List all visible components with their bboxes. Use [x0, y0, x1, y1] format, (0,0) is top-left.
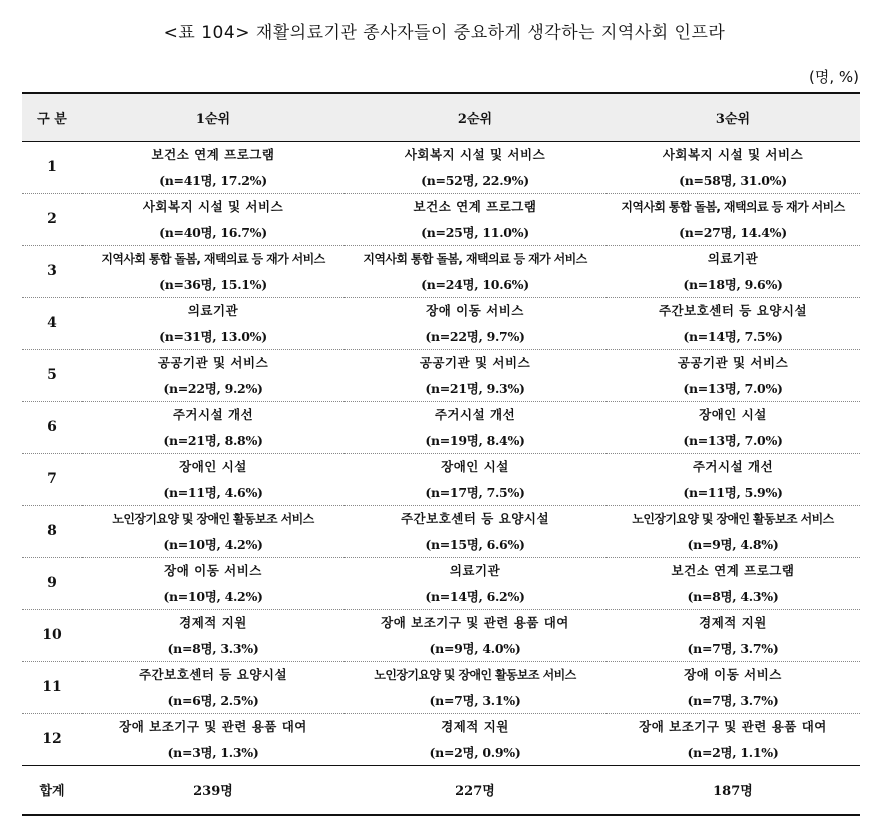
infra-stat: (n=40명, 16.7%): [82, 219, 344, 246]
infra-item: 장애 보조기구 및 관련 용품 대여: [381, 615, 569, 630]
infra-item: 의료기관: [449, 563, 501, 578]
infra-item: 주거시설 개선: [434, 407, 516, 422]
row-rank: 12: [22, 713, 82, 765]
infra-stat: (n=11명, 4.6%): [82, 479, 344, 506]
infra-stat: (n=7명, 3.7%): [606, 687, 860, 714]
infra-stat: (n=58명, 31.0%): [606, 167, 860, 194]
infra-item: 주거시설 개선: [172, 407, 254, 422]
infra-stat: (n=13명, 7.0%): [606, 427, 860, 454]
infra-stat: (n=41명, 17.2%): [82, 167, 344, 194]
infra-stat: (n=21명, 8.8%): [82, 427, 344, 454]
table-row-stat: [22, 479, 860, 506]
table-row: [22, 245, 860, 271]
table-row: [22, 401, 860, 427]
infra-stat: (n=14명, 6.2%): [344, 583, 606, 610]
infra-stat: (n=24명, 10.6%): [344, 271, 606, 298]
infra-stat: (n=15명, 6.6%): [344, 531, 606, 558]
infra-item: 주간보호센터 등 요양시설: [138, 667, 288, 682]
header-row: [22, 93, 860, 141]
infra-stat: (n=10명, 4.2%): [82, 531, 344, 558]
infra-item: 사회복지 시설 및 서비스: [404, 147, 546, 162]
table-row-stat: [22, 687, 860, 714]
table-body: [22, 141, 860, 765]
total-label: 합계: [22, 765, 82, 815]
table-row: [22, 557, 860, 583]
infra-stat: (n=3명, 1.3%): [82, 739, 344, 766]
infra-stat: (n=14명, 7.5%): [606, 323, 860, 350]
row-rank: 5: [22, 349, 82, 401]
infra-item: 장애인 시설: [441, 459, 509, 474]
infra-stat: (n=25명, 11.0%): [344, 219, 606, 246]
table-row-stat: [22, 323, 860, 350]
infra-item: 장애 보조기구 및 관련 용품 대여: [119, 719, 307, 734]
infra-stat: (n=17명, 7.5%): [344, 479, 606, 506]
infra-stat: (n=7명, 3.7%): [606, 635, 860, 662]
row-rank: 6: [22, 401, 82, 453]
row-rank: 3: [22, 245, 82, 297]
infra-item: 노인장기요양 및 장애인 활동보조 서비스: [632, 511, 834, 526]
infra-item: 의료기관: [187, 303, 239, 318]
infra-item: 주거시설 개선: [692, 459, 774, 474]
header-rank-1: 1순위: [82, 93, 344, 141]
infra-stat: (n=7명, 3.1%): [344, 687, 606, 714]
infra-item: 공공기관 및 서비스: [157, 355, 269, 370]
row-rank: 8: [22, 505, 82, 557]
infra-stat: (n=2명, 1.1%): [606, 739, 860, 766]
row-rank: 4: [22, 297, 82, 349]
infra-item: 보건소 연계 프로그램: [671, 563, 795, 578]
table-row-stat: [22, 427, 860, 454]
row-rank: 10: [22, 609, 82, 661]
infra-stat: (n=11명, 5.9%): [606, 479, 860, 506]
table-row: [22, 713, 860, 739]
infra-stat: (n=8명, 3.3%): [82, 635, 344, 662]
total-rank-3: 187명: [606, 765, 860, 815]
infra-item: 경제적 지원: [179, 615, 247, 630]
infra-stat: (n=31명, 13.0%): [82, 323, 344, 350]
table-row: [22, 453, 860, 479]
infra-stat: (n=6명, 2.5%): [82, 687, 344, 714]
infra-item: 지역사회 통합 돌봄, 재택의료 등 재가 서비스: [101, 251, 325, 266]
table-row: [22, 297, 860, 323]
infra-item: 장애 이동 서비스: [164, 563, 262, 578]
table-row: [22, 661, 860, 687]
infra-item: 사회복지 시설 및 서비스: [662, 147, 804, 162]
table-row-stat: [22, 531, 860, 558]
ranking-table: [22, 92, 860, 816]
infra-stat: (n=8명, 4.3%): [606, 583, 860, 610]
header-rank-3: 3순위: [606, 93, 860, 141]
infra-stat: (n=10명, 4.2%): [82, 583, 344, 610]
infra-item: 장애인 시설: [179, 459, 247, 474]
row-rank: 11: [22, 661, 82, 713]
infra-item: 보건소 연계 프로그램: [413, 199, 537, 214]
unit-label: (명, %): [809, 68, 859, 86]
infra-stat: (n=27명, 14.4%): [606, 219, 860, 246]
row-rank: 9: [22, 557, 82, 609]
infra-item: 사회복지 시설 및 서비스: [142, 199, 284, 214]
table-row: [22, 349, 860, 375]
row-rank: 2: [22, 193, 82, 245]
table-row-stat: [22, 219, 860, 246]
table-row: [22, 193, 860, 219]
infra-item: 보건소 연계 프로그램: [151, 147, 275, 162]
infra-stat: (n=9명, 4.0%): [344, 635, 606, 662]
row-rank: 7: [22, 453, 82, 505]
total-rank-2: 227명: [344, 765, 606, 815]
table-title: <표 104> 재활의료기관 종사자들이 중요하게 생각하는 지역사회 인프라: [163, 23, 726, 43]
infra-stat: (n=19명, 8.4%): [344, 427, 606, 454]
infra-stat: (n=52명, 22.9%): [344, 167, 606, 194]
infra-item: 장애 이동 서비스: [426, 303, 524, 318]
infra-stat: (n=18명, 9.6%): [606, 271, 860, 298]
table-row-stat: [22, 375, 860, 402]
infra-stat: (n=36명, 15.1%): [82, 271, 344, 298]
infra-stat: (n=22명, 9.2%): [82, 375, 344, 402]
infra-stat: (n=21명, 9.3%): [344, 375, 606, 402]
infra-item: 주간보호센터 등 요양시설: [400, 511, 550, 526]
infra-item: 경제적 지원: [699, 615, 767, 630]
infra-item: 장애 보조기구 및 관련 용품 대여: [639, 719, 827, 734]
table-row-stat: [22, 271, 860, 298]
infra-item: 지역사회 통합 돌봄, 재택의료 등 재가 서비스: [621, 199, 845, 214]
table-row-stat: [22, 635, 860, 662]
header-rank-2: 2순위: [344, 93, 606, 141]
table-row-stat: [22, 167, 860, 194]
header-category: 구 분: [22, 93, 82, 141]
infra-item: 장애 이동 서비스: [684, 667, 782, 682]
infra-stat: (n=22명, 9.7%): [344, 323, 606, 350]
total-row: [22, 765, 860, 815]
table-row-stat: [22, 583, 860, 610]
infra-stat: (n=2명, 0.9%): [344, 739, 606, 766]
infra-item: 공공기관 및 서비스: [677, 355, 789, 370]
infra-stat: (n=9명, 4.8%): [606, 531, 860, 558]
infra-item: 장애인 시설: [699, 407, 767, 422]
row-rank: 1: [22, 141, 82, 193]
infra-item: 공공기관 및 서비스: [419, 355, 531, 370]
infra-stat: (n=13명, 7.0%): [606, 375, 860, 402]
infra-item: 의료기관: [707, 251, 759, 266]
total-rank-1: 239명: [82, 765, 344, 815]
infra-item: 노인장기요양 및 장애인 활동보조 서비스: [112, 511, 314, 526]
infra-item: 지역사회 통합 돌봄, 재택의료 등 재가 서비스: [363, 251, 587, 266]
table-row: [22, 609, 860, 635]
infra-item: 노인장기요양 및 장애인 활동보조 서비스: [374, 667, 576, 682]
table-row: [22, 141, 860, 167]
infra-item: 경제적 지원: [441, 719, 509, 734]
table-row: [22, 505, 860, 531]
table-row-stat: [22, 739, 860, 766]
infra-item: 주간보호센터 등 요양시설: [658, 303, 808, 318]
